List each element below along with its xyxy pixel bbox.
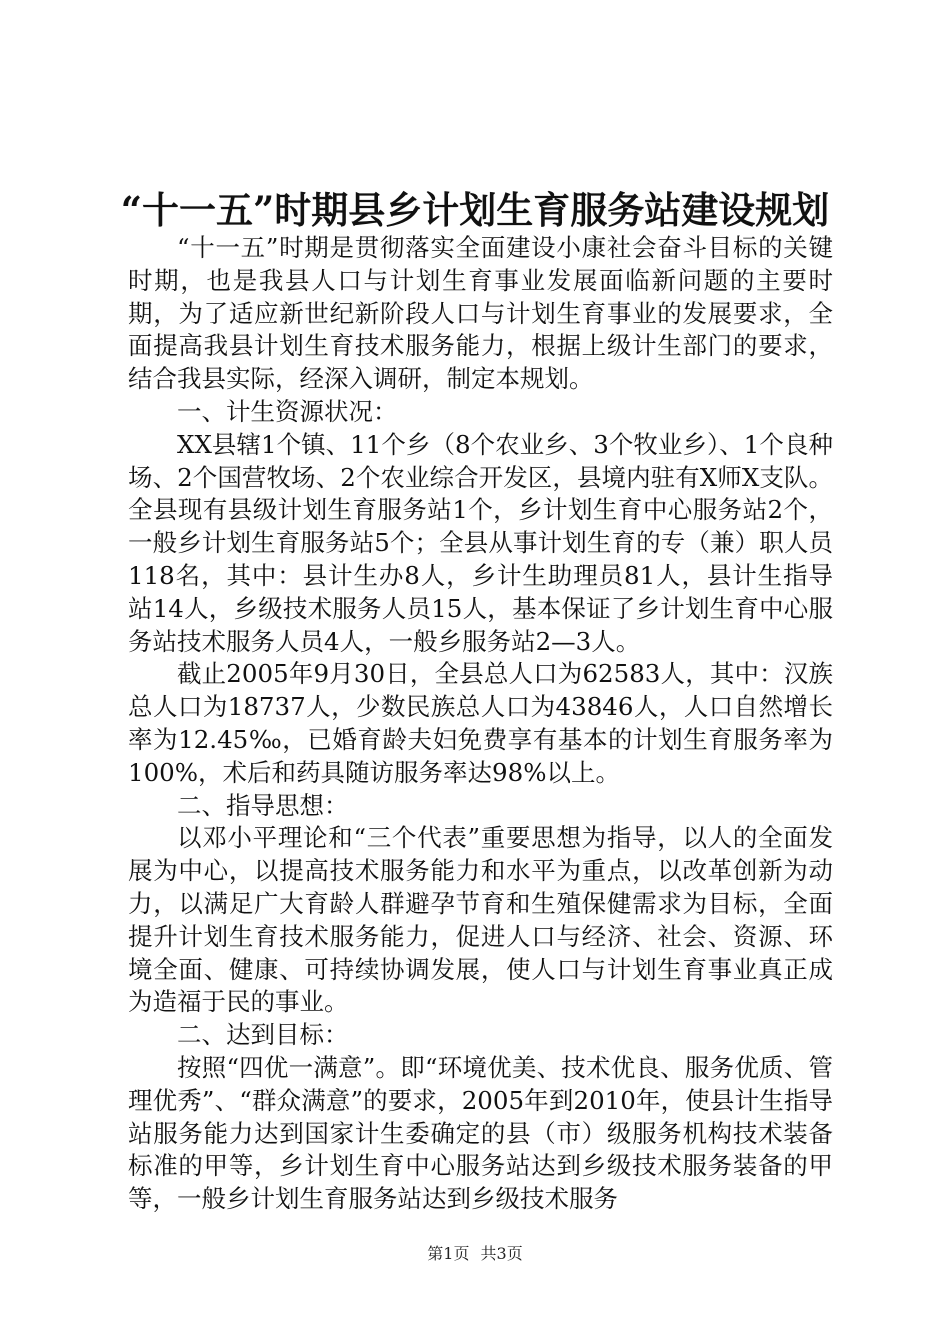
section-heading-goals: 二、达到目标： [177,1020,349,1050]
section-heading-resources: 一、计生资源状况： [177,396,398,426]
paragraph-intro: “十一五”时期是贯彻落实全面建设小康社会奋斗目标的关键时期，也是我县人口与计划生育事业发展面临新问题的主要时期，为了适应新世纪新阶段人口与计划生育事业的发展要求，全面提高我县计划生育技术服务能力，根据上级计生部门的要求，结合我县实际，经深入调研，制定本规划。 [128,233,833,394]
page-total: 共3页 [480,1244,523,1263]
page-number: 第1页 [427,1244,470,1263]
page-footer [0,1244,950,1264]
section-heading-guiding-ideology: 二、指导思想： [177,790,349,820]
page-title: “十一五”时期县乡计划生育服务站建设规划 [120,188,830,232]
paragraph-goals: 按照“四优一满意”。即“环境优美、技术优良、服务优质、管理优秀”、“群众满意”的要求，2005年到2010年，使县计生指导站服务能力达到国家计生委确定的县（市）级服务机构技术装备标准的甲等，乡计划生育中心服务站达到乡级技术服务装备的甲等，一般乡计划生育服务站达到乡级技术服务 [128,1052,833,1214]
paragraph-guiding-ideology: 以邓小平理论和“三个代表”重要思想为指导，以人的全面发展为中心，以提高技术服务能力和水平为重点，以改革创新为动力，以满足广大育龄人群避孕节育和生殖保健需求为目标，全面提升计划生育技术服务能力，促进人口与经济、社会、资源、环境全面、健康、可持续协调发展，使人口与计划生育事业真正成为造福于民的事业。 [128,823,833,1017]
paragraph-resources: XX县辖1个镇、11个乡（8个农业乡、3个牧业乡）、1个良种场、2个国营牧场、2个农业综合开发区，县境内驻有X师X支队。全县现有县级计划生育服务站1个，乡计划生育中心服务站2个，一般乡计划生育服务站5个；全县从事计划生育的专（兼）职人员118名，其中：县计生办8人，乡计生助理员81人，县计生指导站14人，乡级技术服务人员15人，基本保证了乡计划生育中心服务站技术服务人员4人，一般乡服务站2—3人。 [128,429,833,656]
document-body [128,232,833,1216]
paragraph-population: 截止2005年9月30日，全县总人口为62583人，其中：汉族总人口为18737人，少数民族总人口为43846人，人口自然增长率为12.45‰，已婚育龄夫妇免费享有基本的计划生育服务率为100%，术后和药具随访服务率达98%以上。 [128,659,833,787]
